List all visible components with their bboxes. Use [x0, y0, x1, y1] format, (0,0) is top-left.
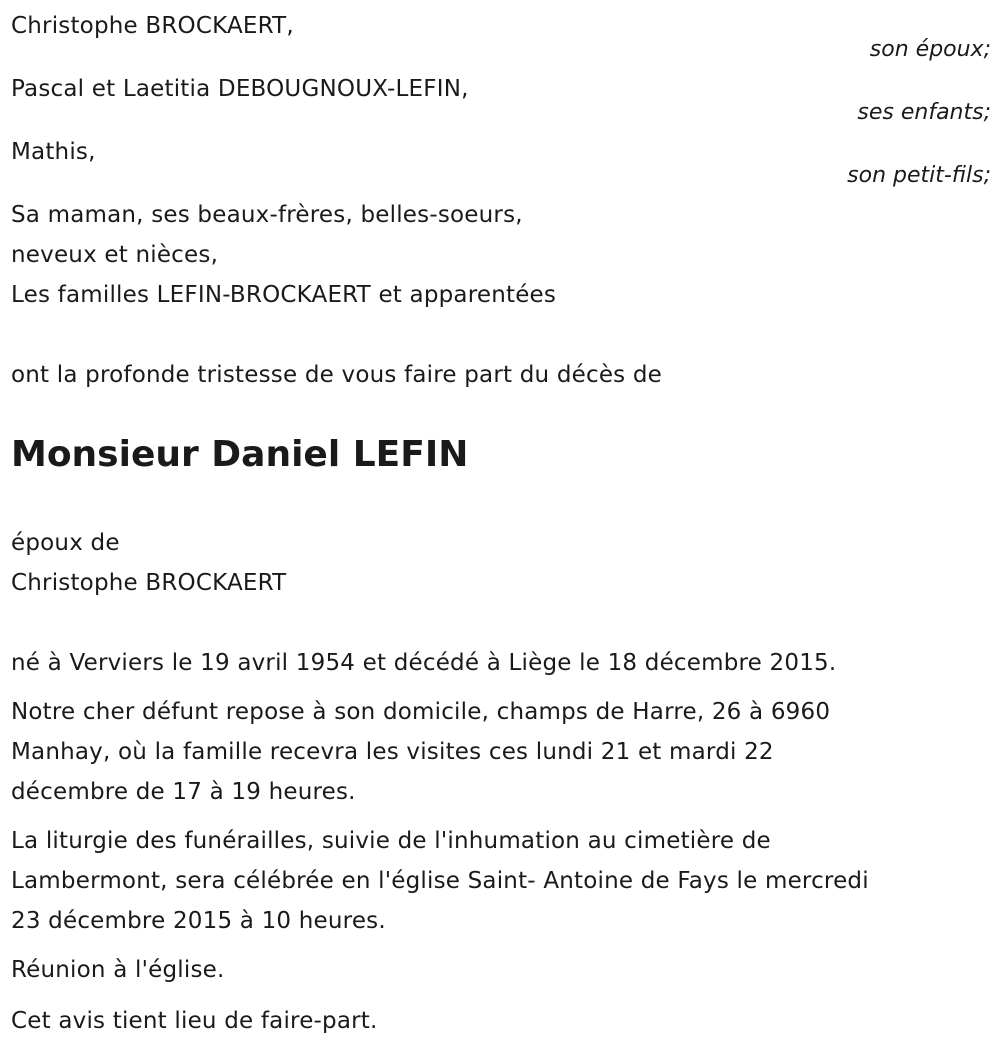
visitation-line: décembre de 17 à 19 heures. [11, 779, 356, 805]
funeral-line: La liturgie des funérailles, suivie de l'inhumation au cimetière de [11, 828, 771, 854]
funeral-line: 23 décembre 2015 à 10 heures. [11, 908, 386, 934]
relative-children-names: Pascal et Laetitia DEBOUGNOUX-LEFIN, [11, 76, 469, 102]
relative-spouse-relation: son époux; [869, 37, 991, 62]
relative-spouse-name: Christophe BROCKAERT, [11, 13, 294, 39]
other-family-line: neveux et nièces, [11, 242, 219, 268]
other-family-line: Sa maman, ses beaux-frères, belles-soeurs, [11, 202, 523, 228]
notice-text: Cet avis tient lieu de faire-part. [11, 1008, 378, 1034]
spouse-of-name: Christophe BROCKAERT [11, 570, 287, 596]
relative-children-relation: ses enfants; [857, 100, 991, 125]
spouse-of-label: époux de [11, 530, 120, 556]
funeral-line: Lambermont, sera célébrée en l'église Saint- Antoine de Fays le mercredi [11, 868, 869, 894]
birth-death-text: né à Verviers le 19 avril 1954 et décédé à Liège le 18 décembre 2015. [11, 650, 837, 676]
announcement-text: ont la profonde tristesse de vous faire part du décès de [11, 362, 663, 388]
relative-grandchild-name: Mathis, [11, 139, 96, 165]
visitation-line: Manhay, où la famille recevra les visites ces lundi 21 et mardi 22 [11, 739, 774, 765]
visitation-line: Notre cher défunt repose à son domicile, champs de Harre, 26 à 6960 [11, 699, 831, 725]
other-family-line: Les familles LEFIN-BROCKAERT et apparentées [11, 282, 557, 308]
deceased-name: Monsieur Daniel LEFIN [11, 434, 469, 475]
relative-grandchild-relation: son petit-fils; [847, 163, 991, 188]
meeting-text: Réunion à l'église. [11, 957, 225, 983]
